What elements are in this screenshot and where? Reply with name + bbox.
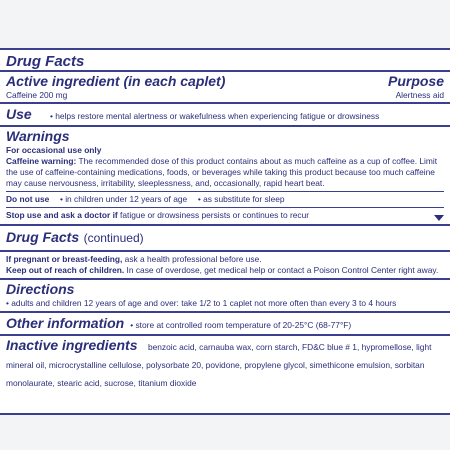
caffeine-warning [6, 156, 444, 191]
other-information-text: • store at controlled room temperature of 20-25°C (68-77°F) [130, 320, 352, 330]
inactive-ingredients-heading: Inactive ingredients [6, 337, 138, 353]
stop-use-label: Stop use and ask a doctor if [6, 210, 118, 220]
active-ingredient-header [0, 72, 450, 90]
warnings-heading: Warnings [6, 128, 70, 144]
other-information-section [0, 313, 450, 334]
inactive-ingredients-section [0, 336, 450, 391]
pregnant-row [0, 252, 450, 265]
use-heading: Use [6, 106, 32, 122]
directions-heading: Directions [6, 281, 75, 297]
active-ingredient-value: Caffeine 200 mg [6, 90, 68, 100]
caffeine-warning-label: Caffeine warning: [6, 156, 77, 166]
pregnant-label: If pregnant or breast-feeding, [6, 254, 123, 264]
directions-section [0, 280, 450, 311]
keep-out-label: Keep out of reach of children. [6, 265, 125, 275]
warnings-section [0, 127, 450, 191]
stop-use-text: fatigue or drowsiness persists or continues to recur [120, 210, 310, 220]
caffeine-warning-text: The recommended dose of this product contains about as much caffeine as a cup of coffee. Limit the use of caffeine-containing medications, foods, or beverages while taking this product because too much caffeine may cause nervousness, irritability, sleeplessness, and, occasionally, rapid heart beat. [6, 156, 438, 188]
continued-suffix: (continued) [83, 231, 144, 245]
directions-text: • adults and children 12 years of age and over: take 1/2 to 1 caplet not more often than every 3 to 4 hours [6, 298, 397, 308]
continued-heading: Drug Facts [6, 229, 80, 245]
active-ingredient-row [0, 90, 450, 102]
do-not-use-item-2: • as substitute for sleep [197, 194, 285, 204]
active-ingredient-heading: Active ingredient (in each caplet) [6, 73, 226, 89]
purpose-heading: Purpose [387, 73, 444, 89]
purpose-value: Alertness aid [395, 90, 444, 100]
keep-out-row [0, 265, 450, 278]
pregnant-text: ask a health professional before use. [124, 254, 262, 264]
drug-facts-continued-header [0, 226, 450, 250]
use-text: • helps restore mental alertness or wakefulness when experiencing fatigue or drowsiness [50, 111, 380, 121]
other-information-heading: Other information [6, 315, 125, 331]
do-not-use-row [0, 192, 450, 207]
stop-use-row [0, 208, 450, 224]
do-not-use-label: Do not use [6, 194, 50, 204]
page-title: Drug Facts [6, 53, 85, 70]
inactive-ingredients-text: benzoic acid, carnauba wax, corn starch, FD&C blue # 1, hypromellose, light mineral oil, microcrystalline cellulose, polysorbate 20, povidone, propylene glycol, simethicone emulsion, sorbitan monolaurate, stearic acid, sucrose, titanium dioxide [6, 342, 432, 388]
keep-out-text: In case of overdose, get medical help or contact a Poison Control Center right away. [126, 265, 439, 275]
drug-facts-panel [0, 48, 450, 415]
do-not-use-item-1: • in children under 12 years of age [59, 194, 188, 204]
occasional-use-text: For occasional use only [6, 145, 102, 155]
use-section [0, 104, 450, 125]
continued-arrow-icon [434, 215, 444, 221]
